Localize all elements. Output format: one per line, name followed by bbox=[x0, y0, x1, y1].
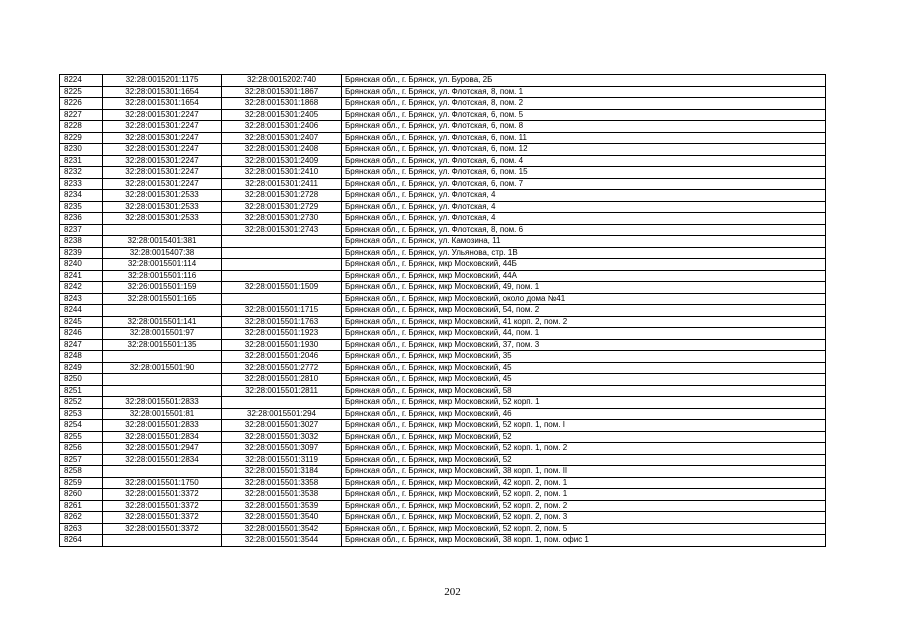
table-row bbox=[60, 500, 826, 512]
parent-cadastral-number-cell bbox=[103, 535, 222, 547]
table-row bbox=[60, 443, 826, 455]
cadastral-number-cell: 32:28:0015301:2728 bbox=[222, 190, 342, 202]
address-cell: Брянская обл., г. Брянск, мкр Московский, 52 корп. 2, пом. 2 bbox=[342, 500, 826, 512]
parent-cadastral-number-cell bbox=[103, 224, 222, 236]
address-cell: Брянская обл., г. Брянск, ул. Флотская, 8, пом. 2 bbox=[342, 98, 826, 110]
address-cell: Брянская обл., г. Брянск, мкр Московский, 52 корп. 2, пом. 3 bbox=[342, 512, 826, 524]
row-number-cell: 8243 bbox=[60, 293, 103, 305]
cadastral-number-cell: 32:28:0015301:1867 bbox=[222, 86, 342, 98]
table-row bbox=[60, 178, 826, 190]
row-number-cell: 8262 bbox=[60, 512, 103, 524]
address-cell: Брянская обл., г. Брянск, ул. Камозина, 11 bbox=[342, 236, 826, 248]
parent-cadastral-number-cell: 32:28:0015201:1175 bbox=[103, 75, 222, 87]
parent-cadastral-number-cell bbox=[103, 305, 222, 317]
parent-cadastral-number-cell: 32:28:0015401:381 bbox=[103, 236, 222, 248]
row-number-cell: 8237 bbox=[60, 224, 103, 236]
table-row bbox=[60, 259, 826, 271]
address-cell: Брянская обл., г. Брянск, мкр Московский, 45 bbox=[342, 362, 826, 374]
parent-cadastral-number-cell: 32:28:0015301:2247 bbox=[103, 178, 222, 190]
parent-cadastral-number-cell: 32:28:0015301:2247 bbox=[103, 132, 222, 144]
row-number-cell: 8249 bbox=[60, 362, 103, 374]
table-row bbox=[60, 431, 826, 443]
table-row bbox=[60, 454, 826, 466]
cadastral-number-cell: 32:28:0015501:3538 bbox=[222, 489, 342, 501]
address-cell: Брянская обл., г. Брянск, мкр Московский, около дома №41 bbox=[342, 293, 826, 305]
address-cell: Брянская обл., г. Брянск, мкр Московский, 52 корп. 2, пом. 1 bbox=[342, 489, 826, 501]
table-row bbox=[60, 316, 826, 328]
table-row bbox=[60, 282, 826, 294]
row-number-cell: 8252 bbox=[60, 397, 103, 409]
registry-table-body bbox=[60, 75, 826, 547]
row-number-cell: 8230 bbox=[60, 144, 103, 156]
row-number-cell: 8246 bbox=[60, 328, 103, 340]
table-row bbox=[60, 362, 826, 374]
address-cell: Брянская обл., г. Брянск, ул. Флотская, 6, пом. 11 bbox=[342, 132, 826, 144]
row-number-cell: 8232 bbox=[60, 167, 103, 179]
address-cell: Брянская обл., г. Брянск, мкр Московский, 52 корп. 2, пом. 5 bbox=[342, 523, 826, 535]
cadastral-number-cell: 32:28:0015202:740 bbox=[222, 75, 342, 87]
address-cell: Брянская обл., г. Брянск, мкр Московский, 38 корп. 1, пом. II bbox=[342, 466, 826, 478]
address-cell: Брянская обл., г. Брянск, ул. Флотская, 6, пом. 8 bbox=[342, 121, 826, 133]
table-row bbox=[60, 477, 826, 489]
parent-cadastral-number-cell: 32:28:0015407:38 bbox=[103, 247, 222, 259]
row-number-cell: 8226 bbox=[60, 98, 103, 110]
table-row bbox=[60, 247, 826, 259]
address-cell: Брянская обл., г. Брянск, ул. Флотская, 4 bbox=[342, 213, 826, 225]
parent-cadastral-number-cell: 32:28:0015301:2247 bbox=[103, 155, 222, 167]
parent-cadastral-number-cell: 32:28:0015501:97 bbox=[103, 328, 222, 340]
cadastral-number-cell: 32:28:0015301:1868 bbox=[222, 98, 342, 110]
parent-cadastral-number-cell: 32:28:0015501:116 bbox=[103, 270, 222, 282]
address-cell: Брянская обл., г. Брянск, мкр Московский, 37, пом. 3 bbox=[342, 339, 826, 351]
cadastral-number-cell: 32:28:0015501:2810 bbox=[222, 374, 342, 386]
address-cell: Брянская обл., г. Брянск, мкр Московский, 52 bbox=[342, 454, 826, 466]
parent-cadastral-number-cell: 32:28:0015501:1750 bbox=[103, 477, 222, 489]
address-cell: Брянская обл., г. Брянск, ул. Бурова, 2Б bbox=[342, 75, 826, 87]
table-row bbox=[60, 144, 826, 156]
cadastral-number-cell: 32:28:0015501:2811 bbox=[222, 385, 342, 397]
cadastral-number-cell: 32:28:0015301:2730 bbox=[222, 213, 342, 225]
cadastral-number-cell: 32:28:0015501:3184 bbox=[222, 466, 342, 478]
row-number-cell: 8233 bbox=[60, 178, 103, 190]
table-row bbox=[60, 397, 826, 409]
parent-cadastral-number-cell: 32:28:0015501:2834 bbox=[103, 454, 222, 466]
address-cell: Брянская обл., г. Брянск, мкр Московский, 41 корп. 2, пом. 2 bbox=[342, 316, 826, 328]
row-number-cell: 8259 bbox=[60, 477, 103, 489]
cadastral-number-cell: 32:28:0015301:2743 bbox=[222, 224, 342, 236]
row-number-cell: 8244 bbox=[60, 305, 103, 317]
cadastral-number-cell: 32:28:0015501:3097 bbox=[222, 443, 342, 455]
row-number-cell: 8253 bbox=[60, 408, 103, 420]
row-number-cell: 8224 bbox=[60, 75, 103, 87]
address-cell: Брянская обл., г. Брянск, мкр Московский, 46 bbox=[342, 408, 826, 420]
address-cell: Брянская обл., г. Брянск, ул. Флотская, 8, пом. 1 bbox=[342, 86, 826, 98]
row-number-cell: 8251 bbox=[60, 385, 103, 397]
parent-cadastral-number-cell: 32:28:0015501:114 bbox=[103, 259, 222, 271]
parent-cadastral-number-cell: 32:28:0015501:135 bbox=[103, 339, 222, 351]
parent-cadastral-number-cell: 32:28:0015501:2834 bbox=[103, 431, 222, 443]
parent-cadastral-number-cell: 32:28:0015501:3372 bbox=[103, 512, 222, 524]
parent-cadastral-number-cell bbox=[103, 351, 222, 363]
table-row bbox=[60, 339, 826, 351]
table-row bbox=[60, 213, 826, 225]
cadastral-number-cell: 32:28:0015301:2410 bbox=[222, 167, 342, 179]
table-row bbox=[60, 385, 826, 397]
parent-cadastral-number-cell: 32:28:0015501:90 bbox=[103, 362, 222, 374]
address-cell: Брянская обл., г. Брянск, мкр Московский, 44, пом. 1 bbox=[342, 328, 826, 340]
parent-cadastral-number-cell: 32:28:0015501:165 bbox=[103, 293, 222, 305]
row-number-cell: 8260 bbox=[60, 489, 103, 501]
table-row bbox=[60, 190, 826, 202]
row-number-cell: 8245 bbox=[60, 316, 103, 328]
cadastral-number-cell: 32:28:0015501:3542 bbox=[222, 523, 342, 535]
table-row bbox=[60, 132, 826, 144]
table-row bbox=[60, 98, 826, 110]
table-row bbox=[60, 75, 826, 87]
table-row bbox=[60, 523, 826, 535]
parent-cadastral-number-cell: 32:28:0015301:2533 bbox=[103, 213, 222, 225]
table-row bbox=[60, 293, 826, 305]
table-row bbox=[60, 121, 826, 133]
row-number-cell: 8229 bbox=[60, 132, 103, 144]
table-row bbox=[60, 328, 826, 340]
address-cell: Брянская обл., г. Брянск, мкр Московский, 45 bbox=[342, 374, 826, 386]
cadastral-number-cell: 32:28:0015501:1715 bbox=[222, 305, 342, 317]
page-number: 202 bbox=[444, 586, 461, 598]
table-row bbox=[60, 466, 826, 478]
cadastral-number-cell: 32:28:0015501:294 bbox=[222, 408, 342, 420]
address-cell: Брянская обл., г. Брянск, мкр Московский, 49, пом. 1 bbox=[342, 282, 826, 294]
table-row bbox=[60, 351, 826, 363]
address-cell: Брянская обл., г. Брянск, мкр Московский, 54, пом. 2 bbox=[342, 305, 826, 317]
row-number-cell: 8239 bbox=[60, 247, 103, 259]
cadastral-number-cell: 32:28:0015301:2409 bbox=[222, 155, 342, 167]
address-cell: Брянская обл., г. Брянск, ул. Флотская, 6, пом. 12 bbox=[342, 144, 826, 156]
row-number-cell: 8248 bbox=[60, 351, 103, 363]
row-number-cell: 8254 bbox=[60, 420, 103, 432]
row-number-cell: 8247 bbox=[60, 339, 103, 351]
parent-cadastral-number-cell: 32:28:0015501:2947 bbox=[103, 443, 222, 455]
cadastral-number-cell: 32:28:0015501:3539 bbox=[222, 500, 342, 512]
parent-cadastral-number-cell: 32:28:0015301:2247 bbox=[103, 167, 222, 179]
address-cell: Брянская обл., г. Брянск, ул. Флотская, 6, пом. 5 bbox=[342, 109, 826, 121]
parent-cadastral-number-cell: 32:28:0015301:1654 bbox=[103, 98, 222, 110]
parent-cadastral-number-cell: 32:28:0015301:2247 bbox=[103, 144, 222, 156]
row-number-cell: 8238 bbox=[60, 236, 103, 248]
cadastral-number-cell: 32:28:0015501:3358 bbox=[222, 477, 342, 489]
parent-cadastral-number-cell: 32:26:0015501:159 bbox=[103, 282, 222, 294]
address-cell: Брянская обл., г. Брянск, ул. Флотская, 4 bbox=[342, 190, 826, 202]
cadastral-number-cell: 32:28:0015301:2405 bbox=[222, 109, 342, 121]
cadastral-number-cell bbox=[222, 259, 342, 271]
table-row bbox=[60, 489, 826, 501]
cadastral-number-cell: 32:28:0015501:2046 bbox=[222, 351, 342, 363]
table-row bbox=[60, 201, 826, 213]
address-cell: Брянская обл., г. Брянск, мкр Московский, 58 bbox=[342, 385, 826, 397]
cadastral-number-cell: 32:28:0015501:3032 bbox=[222, 431, 342, 443]
registry-table bbox=[59, 74, 826, 547]
address-cell: Брянская обл., г. Брянск, ул. Ульянова, стр. 1В bbox=[342, 247, 826, 259]
cadastral-number-cell: 32:28:0015501:3540 bbox=[222, 512, 342, 524]
cadastral-number-cell: 32:28:0015301:2407 bbox=[222, 132, 342, 144]
address-cell: Брянская обл., г. Брянск, ул. Флотская, 6, пом. 15 bbox=[342, 167, 826, 179]
table-row bbox=[60, 408, 826, 420]
parent-cadastral-number-cell: 32:28:0015501:81 bbox=[103, 408, 222, 420]
row-number-cell: 8257 bbox=[60, 454, 103, 466]
row-number-cell: 8231 bbox=[60, 155, 103, 167]
cadastral-number-cell: 32:28:0015501:2772 bbox=[222, 362, 342, 374]
table-row bbox=[60, 420, 826, 432]
parent-cadastral-number-cell: 32:28:0015501:2833 bbox=[103, 397, 222, 409]
cadastral-number-cell: 32:28:0015301:2406 bbox=[222, 121, 342, 133]
address-cell: Брянская обл., г. Брянск, мкр Московский, 44Б bbox=[342, 259, 826, 271]
row-number-cell: 8242 bbox=[60, 282, 103, 294]
address-cell: Брянская обл., г. Брянск, мкр Московский, 38 корп. 1, пом. офис 1 bbox=[342, 535, 826, 547]
parent-cadastral-number-cell: 32:28:0015501:3372 bbox=[103, 523, 222, 535]
table-row bbox=[60, 535, 826, 547]
table-row bbox=[60, 224, 826, 236]
row-number-cell: 8228 bbox=[60, 121, 103, 133]
address-cell: Брянская обл., г. Брянск, ул. Флотская, 4 bbox=[342, 201, 826, 213]
parent-cadastral-number-cell: 32:28:0015301:2247 bbox=[103, 121, 222, 133]
cadastral-number-cell: 32:28:0015301:2408 bbox=[222, 144, 342, 156]
cadastral-number-cell bbox=[222, 397, 342, 409]
parent-cadastral-number-cell bbox=[103, 374, 222, 386]
row-number-cell: 8240 bbox=[60, 259, 103, 271]
cadastral-number-cell bbox=[222, 293, 342, 305]
parent-cadastral-number-cell: 32:28:0015501:3372 bbox=[103, 489, 222, 501]
cadastral-number-cell: 32:28:0015501:3544 bbox=[222, 535, 342, 547]
address-cell: Брянская обл., г. Брянск, мкр Московский, 44А bbox=[342, 270, 826, 282]
parent-cadastral-number-cell bbox=[103, 385, 222, 397]
row-number-cell: 8250 bbox=[60, 374, 103, 386]
row-number-cell: 8227 bbox=[60, 109, 103, 121]
table-row bbox=[60, 109, 826, 121]
parent-cadastral-number-cell: 32:28:0015501:141 bbox=[103, 316, 222, 328]
row-number-cell: 8263 bbox=[60, 523, 103, 535]
parent-cadastral-number-cell: 32:28:0015301:2533 bbox=[103, 190, 222, 202]
parent-cadastral-number-cell: 32:28:0015301:1654 bbox=[103, 86, 222, 98]
cadastral-number-cell: 32:28:0015501:3119 bbox=[222, 454, 342, 466]
table-row bbox=[60, 236, 826, 248]
parent-cadastral-number-cell: 32:28:0015501:3372 bbox=[103, 500, 222, 512]
parent-cadastral-number-cell: 32:28:0015501:2833 bbox=[103, 420, 222, 432]
row-number-cell: 8225 bbox=[60, 86, 103, 98]
address-cell: Брянская обл., г. Брянск, мкр Московский, 52 корп. 1, пом. 2 bbox=[342, 443, 826, 455]
cadastral-number-cell bbox=[222, 270, 342, 282]
cadastral-number-cell: 32:28:0015501:3027 bbox=[222, 420, 342, 432]
address-cell: Брянская обл., г. Брянск, ул. Флотская, 6, пом. 7 bbox=[342, 178, 826, 190]
row-number-cell: 8236 bbox=[60, 213, 103, 225]
address-cell: Брянская обл., г. Брянск, мкр Московский, 52 bbox=[342, 431, 826, 443]
cadastral-number-cell: 32:28:0015501:1930 bbox=[222, 339, 342, 351]
row-number-cell: 8234 bbox=[60, 190, 103, 202]
address-cell: Брянская обл., г. Брянск, ул. Флотская, 8, пом. 6 bbox=[342, 224, 826, 236]
row-number-cell: 8235 bbox=[60, 201, 103, 213]
table-row bbox=[60, 305, 826, 317]
parent-cadastral-number-cell: 32:28:0015301:2247 bbox=[103, 109, 222, 121]
parent-cadastral-number-cell bbox=[103, 466, 222, 478]
table-row bbox=[60, 155, 826, 167]
table-row bbox=[60, 374, 826, 386]
row-number-cell: 8256 bbox=[60, 443, 103, 455]
table-row bbox=[60, 270, 826, 282]
row-number-cell: 8258 bbox=[60, 466, 103, 478]
row-number-cell: 8241 bbox=[60, 270, 103, 282]
table-row bbox=[60, 86, 826, 98]
row-number-cell: 8255 bbox=[60, 431, 103, 443]
cadastral-number-cell bbox=[222, 247, 342, 259]
row-number-cell: 8264 bbox=[60, 535, 103, 547]
row-number-cell: 8261 bbox=[60, 500, 103, 512]
cadastral-number-cell bbox=[222, 236, 342, 248]
address-cell: Брянская обл., г. Брянск, мкр Московский, 42 корп. 2, пом. 1 bbox=[342, 477, 826, 489]
table-row bbox=[60, 512, 826, 524]
address-cell: Брянская обл., г. Брянск, мкр Московский, 52 корп. 1, пом. I bbox=[342, 420, 826, 432]
cadastral-number-cell: 32:28:0015501:1509 bbox=[222, 282, 342, 294]
cadastral-number-cell: 32:28:0015301:2411 bbox=[222, 178, 342, 190]
cadastral-number-cell: 32:28:0015301:2729 bbox=[222, 201, 342, 213]
address-cell: Брянская обл., г. Брянск, ул. Флотская, 6, пом. 4 bbox=[342, 155, 826, 167]
address-cell: Брянская обл., г. Брянск, мкр Московский, 35 bbox=[342, 351, 826, 363]
cadastral-number-cell: 32:28:0015501:1763 bbox=[222, 316, 342, 328]
address-cell: Брянская обл., г. Брянск, мкр Московский, 52 корп. 1 bbox=[342, 397, 826, 409]
cadastral-number-cell: 32:28:0015501:1923 bbox=[222, 328, 342, 340]
parent-cadastral-number-cell: 32:28:0015301:2533 bbox=[103, 201, 222, 213]
table-row bbox=[60, 167, 826, 179]
